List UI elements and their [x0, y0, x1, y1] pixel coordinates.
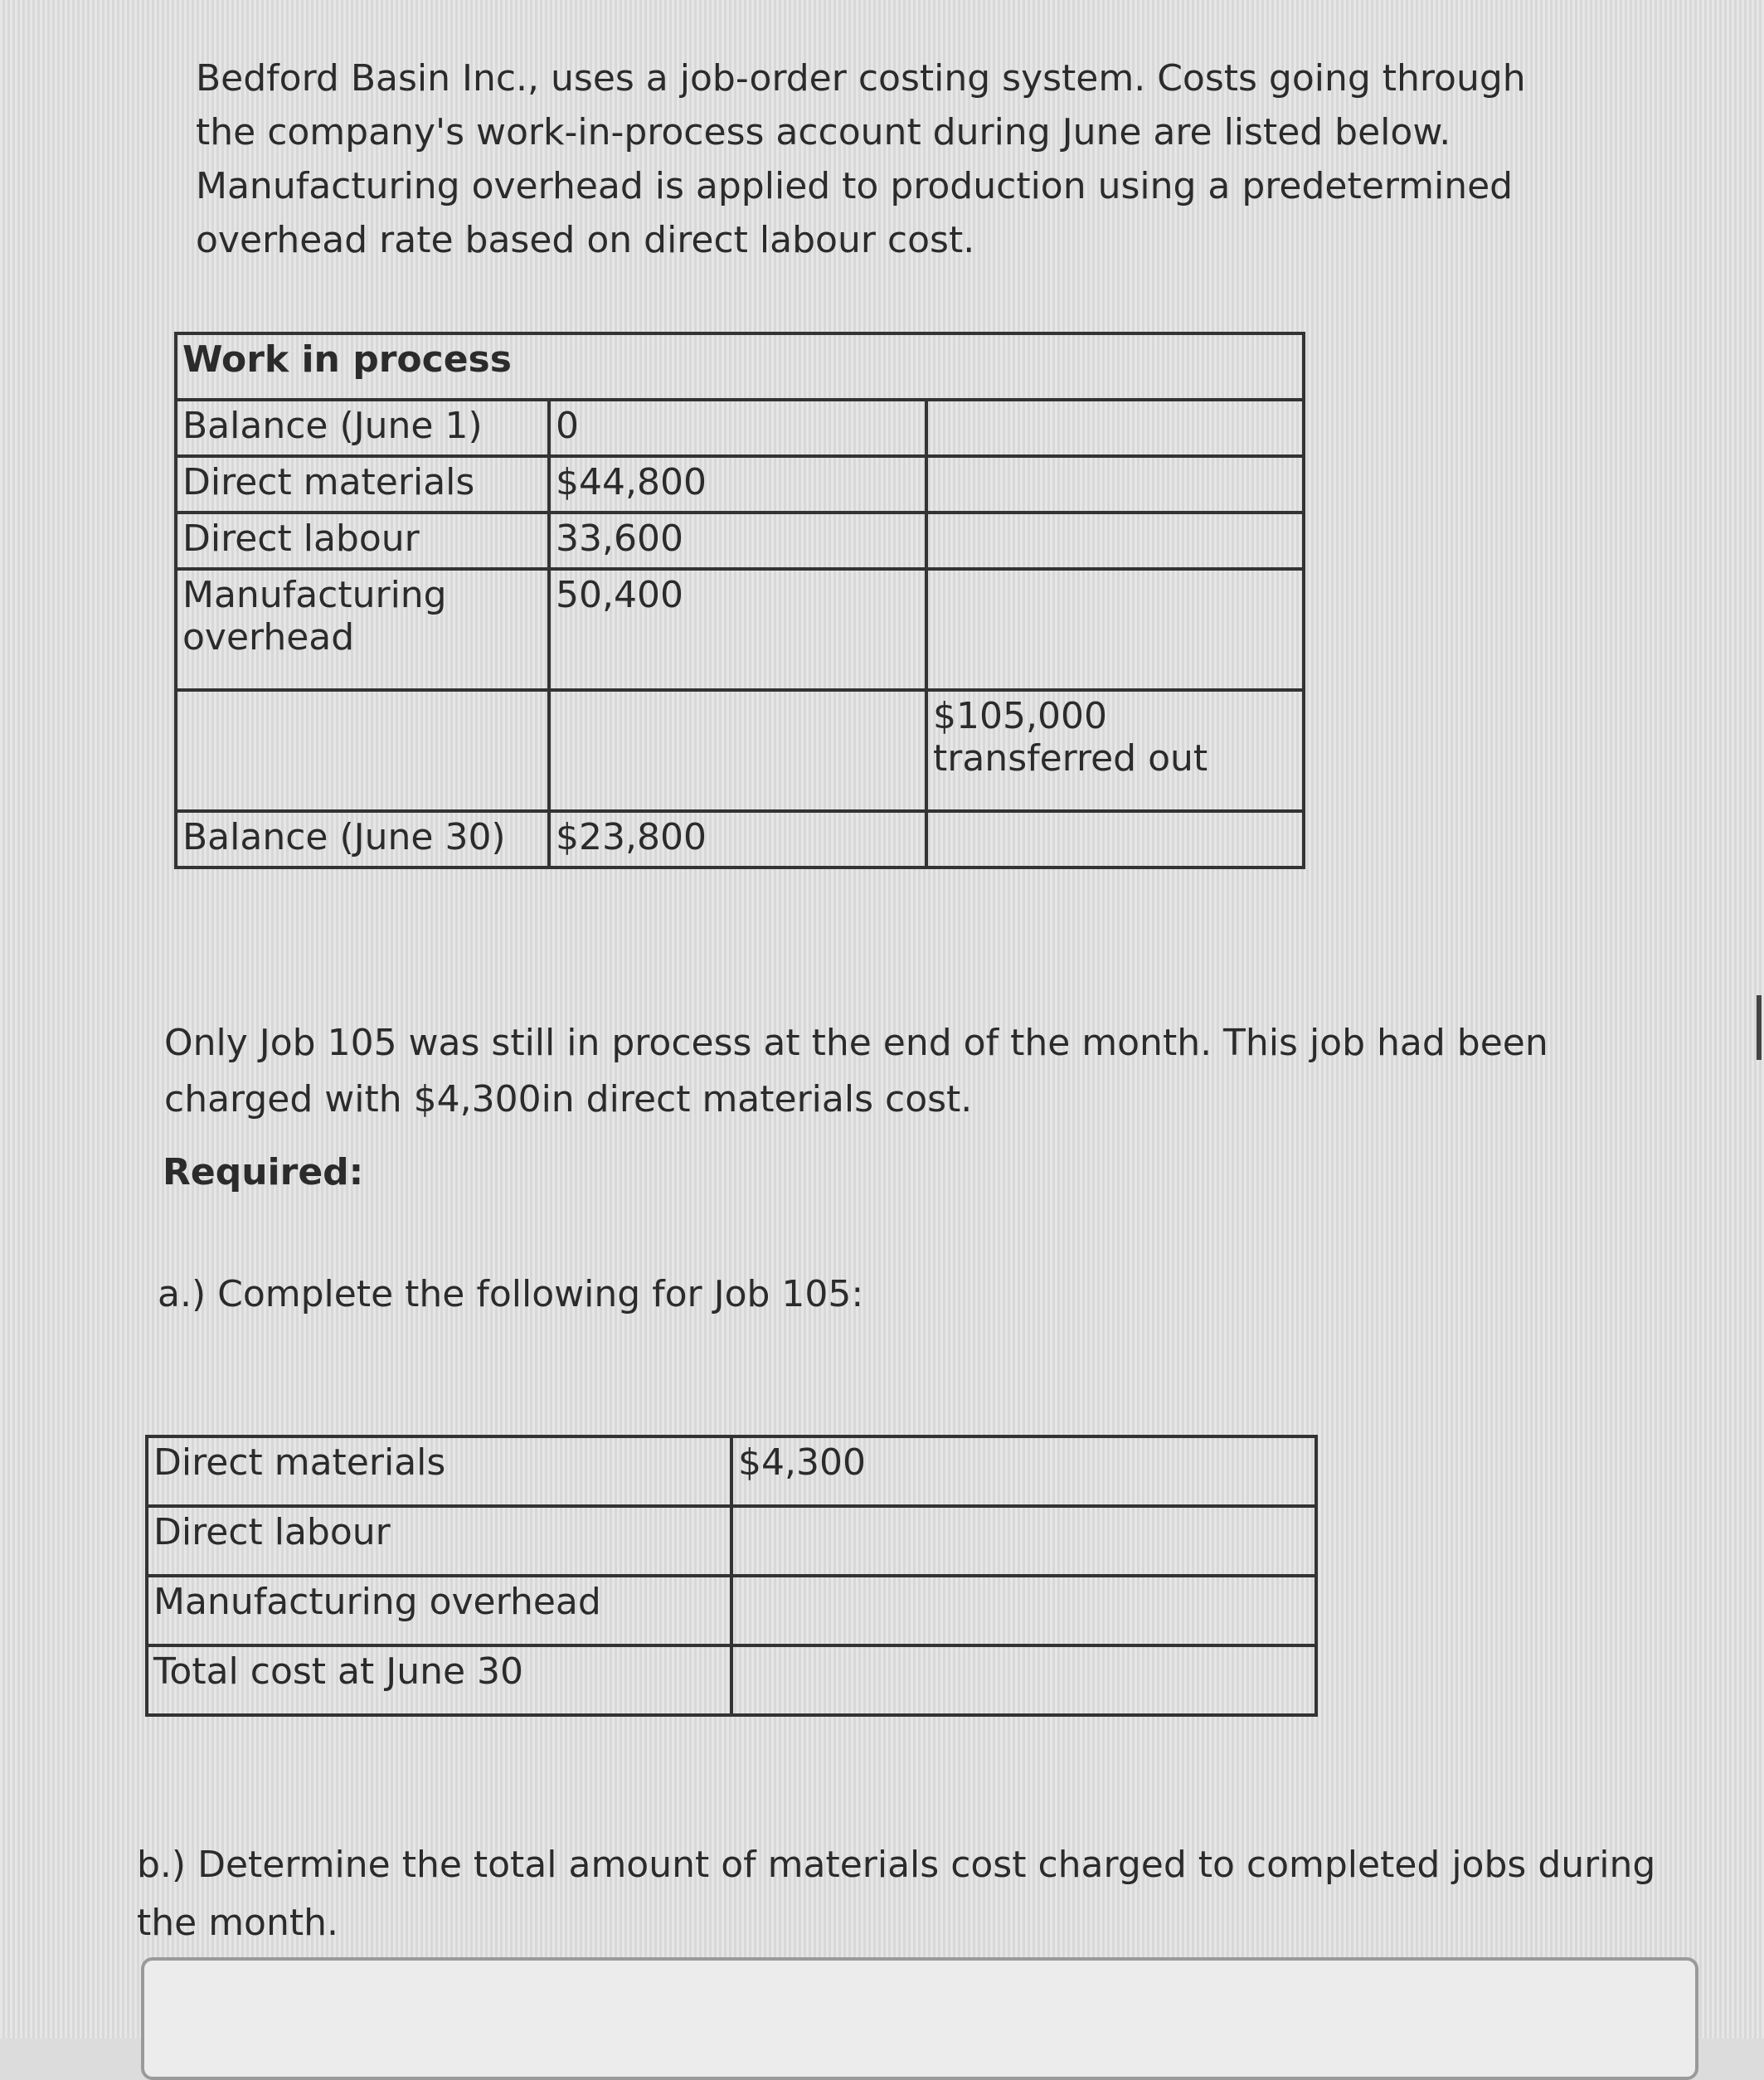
wip-row-credit [926, 569, 1304, 690]
job-105-table [145, 1435, 1318, 1717]
intro-paragraph: Bedford Basin Inc., uses a job-order costing system. Costs going through the company's work-in-process account during June are listed below. Manufacturing overhead is applied to production using a predetermined overhead rate based on direct labour cost. [196, 57, 1526, 261]
part-a-question: a.) Complete the following for Job 105: [158, 1273, 864, 1315]
required-heading: Required: [163, 1151, 364, 1193]
wip-row-label: Balance (June 30) [176, 811, 549, 867]
wip-row-label: Manufacturing overhead [176, 569, 549, 690]
wip-row-label: Direct materials [176, 456, 549, 513]
job-105-note: Only Job 105 was still in process at the end of the month. This job had been charged with $4,300in direct materials cost. [164, 1022, 1548, 1120]
job-row-label: Manufacturing overhead [147, 1576, 731, 1645]
job-row-value: $4,300 [731, 1436, 1316, 1506]
wip-row-credit [926, 400, 1304, 456]
wip-row-credit [926, 811, 1304, 867]
wip-row-label: Balance (June 1) [176, 400, 549, 456]
scrollbar-edge [1757, 995, 1762, 1060]
table-row [176, 569, 1304, 690]
wip-row-debit: 50,400 [549, 569, 926, 690]
wip-row-label: Direct labour [176, 513, 549, 569]
job-row-value[interactable] [731, 1506, 1316, 1576]
wip-row-debit: 33,600 [549, 513, 926, 569]
part-b-question: b.) Determine the total amount of materials cost charged to completed jobs during the month. [137, 1844, 1656, 1944]
table-row [147, 1576, 1316, 1645]
wip-row-credit [926, 513, 1304, 569]
table-row [176, 400, 1304, 456]
wip-row-credit: $105,000 transferred out [926, 690, 1304, 811]
job-row-label: Direct materials [147, 1436, 731, 1506]
job-row-label: Total cost at June 30 [147, 1645, 731, 1715]
wip-row-label [176, 690, 549, 811]
table-row [176, 690, 1304, 811]
table-row [147, 1436, 1316, 1506]
table-row [147, 1645, 1316, 1715]
job-row-value[interactable] [731, 1645, 1316, 1715]
wip-row-credit [926, 456, 1304, 513]
work-in-process-table [174, 332, 1305, 869]
job-row-label: Direct labour [147, 1506, 731, 1576]
table-row [176, 456, 1304, 513]
wip-row-debit: $44,800 [549, 456, 926, 513]
table-row [176, 811, 1304, 867]
wip-row-debit: $23,800 [549, 811, 926, 867]
wip-table-title: Work in process [176, 333, 1304, 400]
job-row-value[interactable] [731, 1576, 1316, 1645]
table-row [147, 1506, 1316, 1576]
table-row [176, 513, 1304, 569]
wip-row-debit: 0 [549, 400, 926, 456]
wip-row-debit [549, 690, 926, 811]
answer-input-box[interactable] [141, 1957, 1698, 2080]
